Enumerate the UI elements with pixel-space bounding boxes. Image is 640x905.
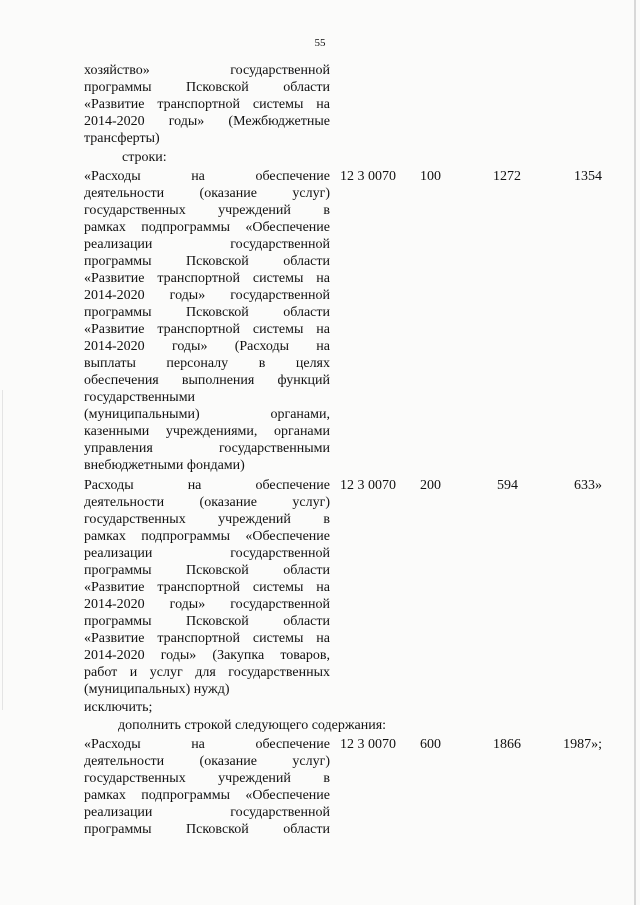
text-line: казенными учреждениями, органами (84, 424, 330, 439)
row-type: 100 (420, 169, 441, 184)
row-code: 12 3 0070 (340, 478, 396, 493)
text-line: строки: (122, 150, 167, 165)
text-line: рамках подпрограммы «Обеспечение (84, 529, 330, 544)
text-line: «Развитие транспортной системы на (84, 97, 330, 112)
text-line: Расходы на обеспечение (84, 478, 330, 493)
row-type: 600 (420, 737, 441, 752)
text-line: рамках подпрограммы «Обеспечение (84, 220, 330, 235)
text-line: выплаты персоналу в целях (84, 356, 330, 371)
row-sum-1: 594 (497, 478, 518, 493)
text-line: программы Псковской области (84, 614, 330, 629)
row-sum-1: 1866 (493, 737, 521, 752)
text-line: деятельности (оказание услуг) (84, 754, 330, 769)
text-line: 2014-2020 годы» государственной (84, 597, 330, 612)
row-sum-2: 633» (574, 478, 602, 493)
text-line: «Расходы на обеспечение (84, 169, 330, 184)
row-sum-2: 1987»; (563, 737, 602, 752)
text-line: внебюджетными фондами) (84, 458, 245, 473)
text-line: государственных учреждений в (84, 203, 330, 218)
text-line: «Развитие транспортной системы на (84, 631, 330, 646)
text-line: 2014-2020 годы» (Закупка товаров, (84, 648, 330, 663)
scan-edge-right (634, 0, 636, 905)
text-line: программы Псковской области (84, 563, 330, 578)
text-line: «Развитие транспортной системы на (84, 322, 330, 337)
text-line: «Развитие транспортной системы на (84, 271, 330, 286)
row-code: 12 3 0070 (340, 169, 396, 184)
row-sum-2: 1354 (574, 169, 602, 184)
text-line: государственными (84, 390, 196, 405)
text-line: хозяйство» государственной (84, 63, 330, 78)
text-line: реализации государственной (84, 237, 330, 252)
text-line: 2014-2020 годы» (Расходы на (84, 339, 330, 354)
text-line: деятельности (оказание услуг) (84, 495, 330, 510)
text-line: программы Псковской области (84, 80, 330, 95)
text-line: (муниципальных) нужд) (84, 682, 230, 697)
text-line: программы Псковской области (84, 305, 330, 320)
text-line: управления государственными (84, 441, 330, 456)
text-line: программы Псковской области (84, 254, 330, 269)
text-line: программы Псковской области (84, 822, 330, 837)
text-line: деятельности (оказание услуг) (84, 186, 330, 201)
scan-edge-left (2, 390, 3, 710)
text-line: рамках подпрограммы «Обеспечение (84, 788, 330, 803)
page-number: 55 (314, 37, 326, 49)
text-line: государственных учреждений в (84, 771, 330, 786)
text-line: обеспечения выполнения функций (84, 373, 330, 388)
text-line: реализации государственной (84, 805, 330, 820)
text-line: государственных учреждений в (84, 512, 330, 527)
text-line: работ и услуг для государственных (84, 665, 330, 680)
text-line: 2014-2020 годы» государственной (84, 288, 330, 303)
text-line: «Развитие транспортной системы на (84, 580, 330, 595)
text-line: «Расходы на обеспечение (84, 737, 330, 752)
text-line: реализации государственной (84, 546, 330, 561)
text-line: дополнить строкой следующего содержания: (118, 718, 387, 733)
text-line: исключить; (84, 700, 153, 715)
row-type: 200 (420, 478, 441, 493)
row-sum-1: 1272 (493, 169, 521, 184)
text-line: 2014-2020 годы» (Межбюджетные (84, 114, 330, 129)
text-line: (муниципальными) органами, (84, 407, 330, 422)
row-code: 12 3 0070 (340, 737, 396, 752)
text-line: трансферты) (84, 131, 160, 146)
